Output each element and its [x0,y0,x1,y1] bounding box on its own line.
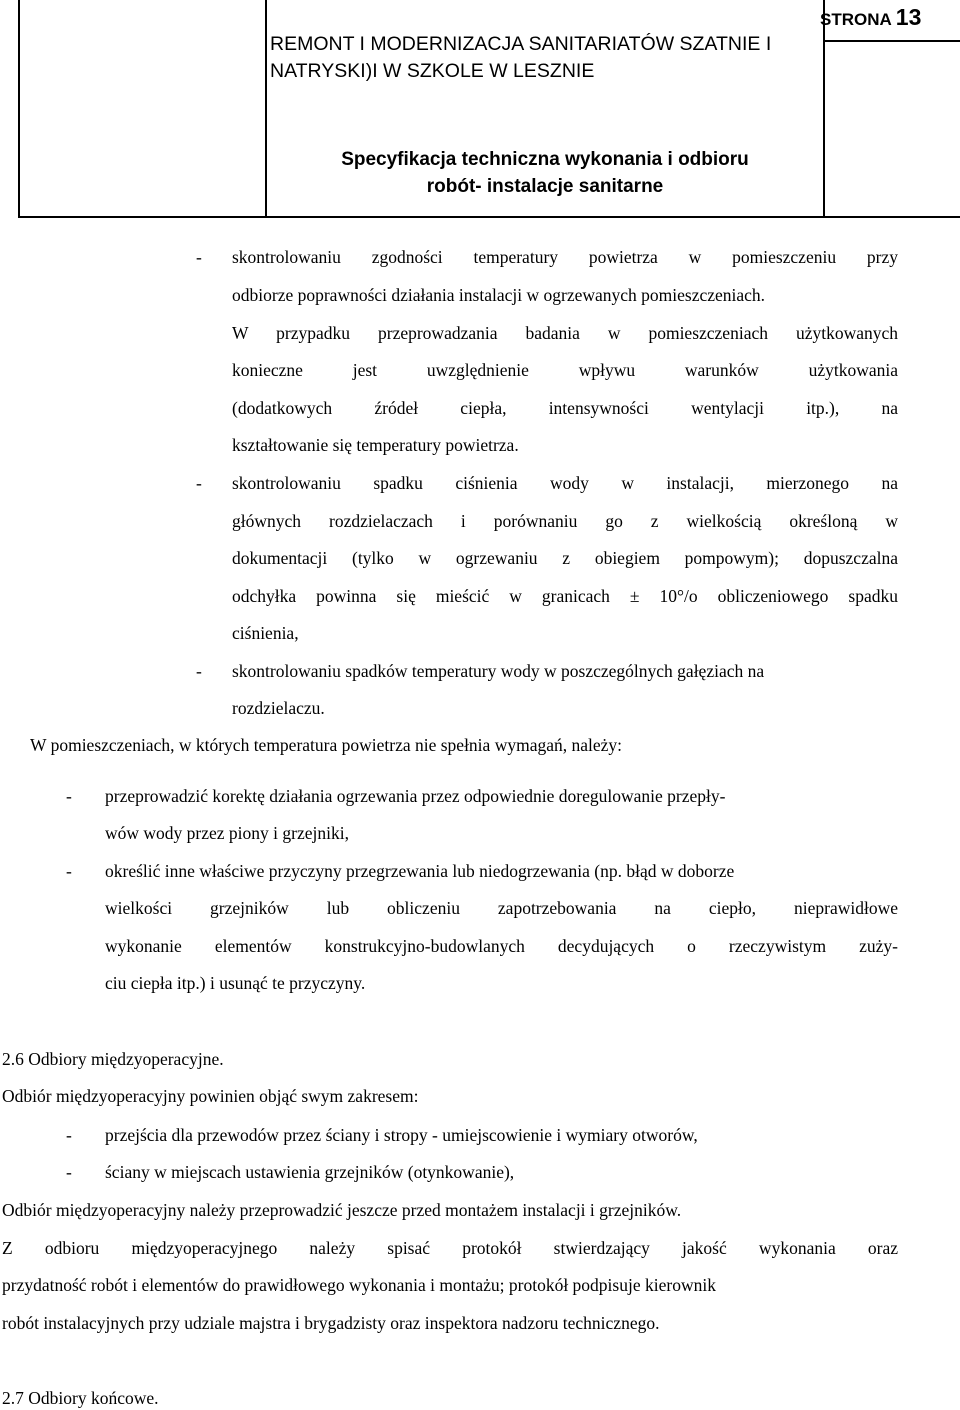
spec-title-line: robót- instalacje sanitarne [426,176,664,197]
list-item-line: (dodatkowych źródeł ciepła, intensywności wentylacji itp.), na [232,398,898,418]
list-item-line: skontrolowaniu spadków temperatury wody w poszczególnych gałęziach na [232,661,765,681]
list-item-line: głównych rozdzielaczach i porównaniu go z wielkością określoną w [232,511,898,531]
list-dash: - [196,247,202,267]
list-item-line: ściany w miejscach ustawienia grzejników (otynkowanie), [105,1162,515,1182]
list-item-line: przeprowadzić korektę działania ogrzewania przez odpowiednie doregulowanie przepły- [105,786,726,806]
list-item-line: przejścia dla przewodów przez ściany i stropy - umiejscowienie i wymiary otworów, [105,1125,698,1145]
section-heading: 2.7 Odbiory końcowe. [2,1388,159,1408]
list-item-line: ciśnienia, [232,623,299,643]
page-number-label: STRONA 13 [820,4,922,30]
list-item-line: odchyłka powinna się mieścić w granicach ± 10°/o obliczeniowego spadku [232,586,898,606]
list-item-line: kształtowanie się temperatury powietrza. [232,435,519,455]
paragraph: Odbiór międzyoperacyjny należy przeprowadzić jeszcze przed montażem instalacji i grzejników. [2,1200,682,1220]
project-title [270,31,830,85]
list-dash: - [196,661,202,681]
paragraph: W pomieszczeniach, w których temperatura powietrza nie spełnia wymagań, należy: [30,735,623,755]
specification-title [280,146,810,200]
list-dash: - [66,861,72,881]
list-item-line: rozdzielaczu. [232,698,325,718]
list-dash: - [66,786,72,806]
page-number: 13 [895,4,922,30]
list-dash: - [196,473,202,493]
list-item-line: ciu ciepła itp.) i usunąć te przyczyny. [105,973,366,993]
list-item-line: odbiorze poprawności działania instalacji w ogrzewanych pomieszczeniach. [232,285,766,305]
list-dash: - [66,1162,72,1182]
list-item-line: wów wody przez piony i grzejniki, [105,823,349,843]
list-item-line: wielkości grzejników lub obliczeniu zapotrzebowania na ciepło, nieprawidłowe [105,898,898,918]
list-item-line: skontrolowaniu spadku ciśnienia wody w instalacji, mierzonego na [232,473,898,493]
list-item-line: dokumentacji (tylko w ogrzewaniu z obiegiem pompowym); dopuszczalna [232,548,898,568]
paragraph-line: Z odbioru międzyoperacyjnego należy spisać protokół stwierdzający jakość wykonania oraz [2,1238,898,1258]
list-dash: - [66,1125,72,1145]
list-item-line: W przypadku przeprowadzania badania w pomieszczeniach użytkowanych [232,323,898,343]
paragraph-line: przydatność robót i elementów do prawidłowego wykonania i montażu; protokół podpisuje kierownik [2,1275,716,1295]
paragraph: Odbiór międzyoperacyjny powinien objąć swym zakresem: [2,1086,419,1106]
list-item-line: konieczne jest uwzględnienie wpływu warunków użytkowania [232,360,898,380]
list-item-line: określić inne właściwe przyczyny przegrzewania lub niedogrzewania (np. błąd w doborze [105,861,735,881]
section-heading: 2.6 Odbiory międzyoperacyjne. [2,1049,224,1069]
header-divider [265,0,267,216]
header-divider [823,40,960,42]
project-title-line: NATRYSKI)I W SZKOLE W LESZNIE [270,60,595,82]
spec-title-line: Specyfikacja techniczna wykonania i odbioru [341,149,749,170]
list-item-line: wykonanie elementów konstrukcyjno-budowlanych decydujących o rzeczywistym zuży- [105,936,898,956]
project-title-line: REMONT I MODERNIZACJA SANITARIATÓW SZATNIE I [270,33,772,55]
paragraph-line: robót instalacyjnych przy udziale majstra i brygadzisty oraz inspektora nadzoru technicznego. [2,1313,660,1333]
list-item-line: skontrolowaniu zgodności temperatury powietrza w pomieszczeniu przy [232,247,898,267]
